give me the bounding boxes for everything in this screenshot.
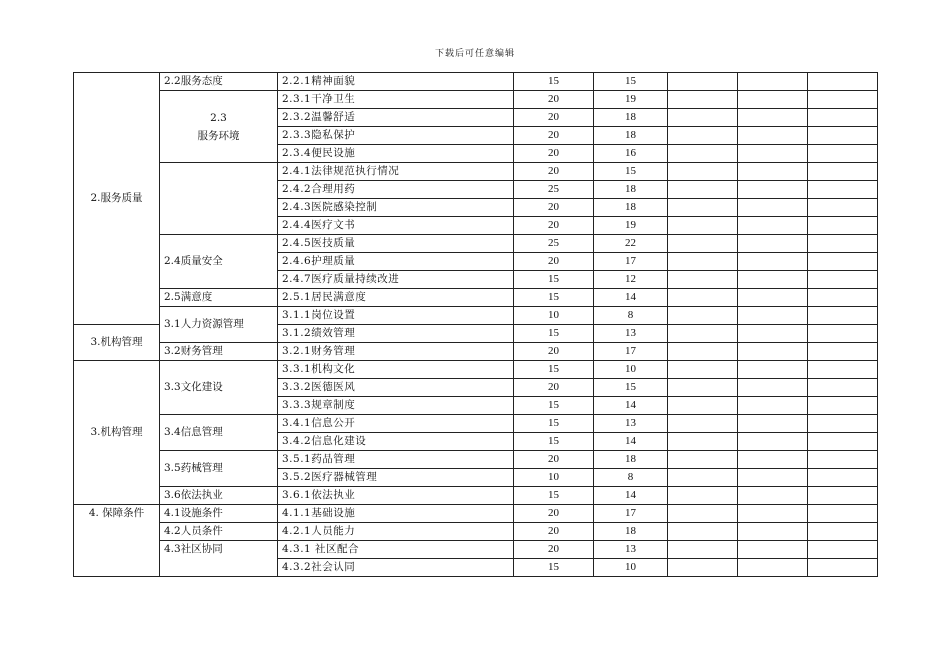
standard-score: 20 bbox=[514, 253, 594, 271]
empty-cell bbox=[808, 163, 878, 181]
empty-cell bbox=[808, 415, 878, 433]
empty-cell bbox=[738, 361, 808, 379]
actual-score: 14 bbox=[594, 487, 668, 505]
item-cell: 2.4.4医疗文书 bbox=[278, 217, 514, 235]
item-cell: 2.4.3医院感染控制 bbox=[278, 199, 514, 217]
standard-score: 20 bbox=[514, 343, 594, 361]
empty-cell bbox=[738, 379, 808, 397]
empty-cell bbox=[808, 469, 878, 487]
actual-score: 12 bbox=[594, 271, 668, 289]
item-cell: 3.5.2医疗器械管理 bbox=[278, 469, 514, 487]
category-org-management: 3.机构管理 bbox=[74, 325, 160, 361]
item-cell: 3.6.1依法执业 bbox=[278, 487, 514, 505]
empty-cell bbox=[808, 523, 878, 541]
table-row bbox=[74, 163, 878, 181]
table-row bbox=[74, 91, 878, 109]
empty-cell bbox=[738, 271, 808, 289]
subcategory-cell: 2.2服务态度 bbox=[160, 73, 278, 91]
standard-score: 20 bbox=[514, 217, 594, 235]
actual-score: 17 bbox=[594, 253, 668, 271]
empty-cell bbox=[668, 73, 738, 91]
standard-score: 25 bbox=[514, 235, 594, 253]
empty-cell bbox=[808, 451, 878, 469]
subcategory-cell: 3.1人力资源管理 bbox=[160, 307, 278, 343]
subcategory-cell: 3.4信息管理 bbox=[160, 415, 278, 451]
empty-cell bbox=[668, 199, 738, 217]
item-cell: 2.3.3隐私保护 bbox=[278, 127, 514, 145]
standard-score: 15 bbox=[514, 289, 594, 307]
actual-score: 13 bbox=[594, 541, 668, 559]
subcategory-cell: 4.2人员条件 bbox=[160, 523, 278, 541]
actual-score: 18 bbox=[594, 451, 668, 469]
empty-cell bbox=[668, 181, 738, 199]
empty-cell bbox=[668, 451, 738, 469]
empty-cell bbox=[738, 307, 808, 325]
empty-cell bbox=[668, 487, 738, 505]
table-row bbox=[74, 523, 878, 541]
empty-cell bbox=[738, 487, 808, 505]
empty-cell bbox=[808, 343, 878, 361]
item-cell: 2.3.4便民设施 bbox=[278, 145, 514, 163]
empty-cell bbox=[808, 487, 878, 505]
empty-cell bbox=[738, 181, 808, 199]
actual-score: 13 bbox=[594, 325, 668, 343]
standard-score: 25 bbox=[514, 181, 594, 199]
table-row bbox=[74, 541, 878, 559]
empty-cell bbox=[738, 541, 808, 559]
table-row bbox=[74, 307, 878, 325]
standard-score: 20 bbox=[514, 91, 594, 109]
subcategory-cell: 3.5药械管理 bbox=[160, 451, 278, 487]
standard-score: 15 bbox=[514, 73, 594, 91]
subcategory-number: 2.3 bbox=[210, 111, 227, 124]
item-cell: 2.5.1居民满意度 bbox=[278, 289, 514, 307]
actual-score: 22 bbox=[594, 235, 668, 253]
empty-cell bbox=[808, 307, 878, 325]
subcategory-cell: 2.5满意度 bbox=[160, 289, 278, 307]
empty-cell bbox=[668, 271, 738, 289]
empty-cell bbox=[808, 559, 878, 577]
empty-cell bbox=[808, 289, 878, 307]
standard-score: 15 bbox=[514, 325, 594, 343]
empty-cell bbox=[808, 217, 878, 235]
empty-cell bbox=[808, 541, 878, 559]
page-header-note: 下载后可任意编辑 bbox=[434, 49, 515, 59]
item-cell: 4.1.1基础设施 bbox=[278, 505, 514, 523]
standard-score: 15 bbox=[514, 559, 594, 577]
table-row bbox=[74, 235, 878, 253]
empty-cell bbox=[808, 505, 878, 523]
standard-score: 20 bbox=[514, 163, 594, 181]
standard-score: 20 bbox=[514, 109, 594, 127]
empty-cell bbox=[668, 541, 738, 559]
item-cell: 3.1.1岗位设置 bbox=[278, 307, 514, 325]
actual-score: 15 bbox=[594, 379, 668, 397]
actual-score: 13 bbox=[594, 415, 668, 433]
standard-score: 10 bbox=[514, 307, 594, 325]
empty-cell bbox=[668, 235, 738, 253]
actual-score: 18 bbox=[594, 181, 668, 199]
empty-cell bbox=[808, 73, 878, 91]
empty-cell bbox=[738, 253, 808, 271]
item-cell: 2.3.2温馨舒适 bbox=[278, 109, 514, 127]
table-row bbox=[74, 451, 878, 469]
actual-score: 19 bbox=[594, 91, 668, 109]
standard-score: 15 bbox=[514, 397, 594, 415]
standard-score: 10 bbox=[514, 469, 594, 487]
empty-cell bbox=[808, 433, 878, 451]
category-org-management-2: 3.机构管理 bbox=[74, 361, 160, 505]
standard-score: 20 bbox=[514, 199, 594, 217]
item-cell: 3.4.2信息化建设 bbox=[278, 433, 514, 451]
empty-cell bbox=[668, 145, 738, 163]
standard-score: 20 bbox=[514, 127, 594, 145]
empty-cell bbox=[808, 397, 878, 415]
actual-score: 10 bbox=[594, 361, 668, 379]
item-cell: 3.2.1财务管理 bbox=[278, 343, 514, 361]
actual-score: 18 bbox=[594, 523, 668, 541]
empty-cell bbox=[668, 469, 738, 487]
empty-cell bbox=[808, 181, 878, 199]
standard-score: 20 bbox=[514, 145, 594, 163]
empty-cell bbox=[738, 217, 808, 235]
actual-score: 19 bbox=[594, 217, 668, 235]
empty-cell bbox=[808, 145, 878, 163]
standard-score: 20 bbox=[514, 541, 594, 559]
empty-cell bbox=[738, 145, 808, 163]
table-row bbox=[74, 487, 878, 505]
empty-cell bbox=[668, 343, 738, 361]
empty-cell bbox=[668, 325, 738, 343]
item-cell: 2.2.1精神面貌 bbox=[278, 73, 514, 91]
category-support-conditions: 4. 保障条件 bbox=[74, 505, 160, 577]
item-cell: 2.3.1干净卫生 bbox=[278, 91, 514, 109]
empty-cell bbox=[808, 109, 878, 127]
empty-cell bbox=[808, 379, 878, 397]
standard-score: 15 bbox=[514, 271, 594, 289]
empty-cell bbox=[668, 217, 738, 235]
subcategory-cell: 2.4质量安全 bbox=[160, 235, 278, 289]
table-row bbox=[74, 73, 878, 91]
actual-score: 14 bbox=[594, 397, 668, 415]
empty-cell bbox=[738, 235, 808, 253]
standard-score: 15 bbox=[514, 415, 594, 433]
item-cell: 2.4.6护理质量 bbox=[278, 253, 514, 271]
empty-cell bbox=[738, 289, 808, 307]
empty-cell bbox=[738, 163, 808, 181]
actual-score: 8 bbox=[594, 469, 668, 487]
table-row bbox=[74, 343, 878, 361]
table-row bbox=[74, 505, 878, 523]
actual-score: 14 bbox=[594, 433, 668, 451]
item-cell: 2.4.5医技质量 bbox=[278, 235, 514, 253]
empty-cell bbox=[738, 505, 808, 523]
empty-cell bbox=[668, 127, 738, 145]
empty-cell bbox=[738, 127, 808, 145]
item-cell: 2.4.7医疗质量持续改进 bbox=[278, 271, 514, 289]
empty-cell bbox=[738, 559, 808, 577]
item-cell: 4.2.1人员能力 bbox=[278, 523, 514, 541]
actual-score: 18 bbox=[594, 109, 668, 127]
standard-score: 15 bbox=[514, 487, 594, 505]
item-cell: 3.3.1机构文化 bbox=[278, 361, 514, 379]
table-row bbox=[74, 289, 878, 307]
standard-score: 20 bbox=[514, 451, 594, 469]
table-row bbox=[74, 415, 878, 433]
empty-cell bbox=[808, 271, 878, 289]
empty-cell bbox=[738, 397, 808, 415]
empty-cell bbox=[668, 289, 738, 307]
actual-score: 15 bbox=[594, 73, 668, 91]
actual-score: 18 bbox=[594, 199, 668, 217]
item-cell: 2.4.1法律规范执行情况 bbox=[278, 163, 514, 181]
standard-score: 20 bbox=[514, 379, 594, 397]
empty-cell bbox=[668, 559, 738, 577]
empty-cell bbox=[668, 253, 738, 271]
empty-cell bbox=[808, 235, 878, 253]
actual-score: 8 bbox=[594, 307, 668, 325]
empty-cell bbox=[738, 325, 808, 343]
empty-cell bbox=[738, 109, 808, 127]
standard-score: 15 bbox=[514, 361, 594, 379]
empty-cell bbox=[808, 325, 878, 343]
standard-score: 20 bbox=[514, 505, 594, 523]
empty-cell bbox=[738, 415, 808, 433]
actual-score: 18 bbox=[594, 127, 668, 145]
item-cell: 3.5.1药品管理 bbox=[278, 451, 514, 469]
standard-score: 20 bbox=[514, 523, 594, 541]
empty-cell bbox=[668, 415, 738, 433]
subcategory-cell: 3.2财务管理 bbox=[160, 343, 278, 361]
empty-cell bbox=[738, 199, 808, 217]
subcategory-cell bbox=[160, 91, 278, 163]
empty-cell bbox=[738, 91, 808, 109]
empty-cell bbox=[808, 253, 878, 271]
item-cell: 4.3.1 社区配合 bbox=[278, 541, 514, 559]
subcategory-cell: 4.3社区协同 bbox=[160, 541, 278, 577]
actual-score: 14 bbox=[594, 289, 668, 307]
subcategory-cell: 3.6依法执业 bbox=[160, 487, 278, 505]
empty-cell bbox=[668, 361, 738, 379]
empty-cell bbox=[738, 73, 808, 91]
empty-cell bbox=[668, 433, 738, 451]
item-cell: 4.3.2社会认同 bbox=[278, 559, 514, 577]
standard-score: 15 bbox=[514, 433, 594, 451]
item-cell: 3.1.2绩效管理 bbox=[278, 325, 514, 343]
table-row bbox=[74, 361, 878, 379]
empty-cell bbox=[808, 91, 878, 109]
empty-cell bbox=[668, 91, 738, 109]
empty-cell bbox=[738, 469, 808, 487]
actual-score: 15 bbox=[594, 163, 668, 181]
empty-cell bbox=[668, 505, 738, 523]
evaluation-table bbox=[73, 72, 878, 577]
empty-cell bbox=[738, 523, 808, 541]
empty-cell bbox=[808, 127, 878, 145]
empty-cell bbox=[738, 433, 808, 451]
actual-score: 16 bbox=[594, 145, 668, 163]
empty-cell bbox=[668, 307, 738, 325]
actual-score: 17 bbox=[594, 343, 668, 361]
empty-cell bbox=[668, 397, 738, 415]
empty-cell bbox=[668, 163, 738, 181]
actual-score: 17 bbox=[594, 505, 668, 523]
subcategory-cell-empty bbox=[160, 163, 278, 235]
item-cell: 2.4.2合理用药 bbox=[278, 181, 514, 199]
actual-score: 10 bbox=[594, 559, 668, 577]
subcategory-cell: 3.3文化建设 bbox=[160, 361, 278, 415]
subcategory-label: 服务环境 bbox=[197, 129, 240, 142]
subcategory-cell: 4.1设施条件 bbox=[160, 505, 278, 523]
empty-cell bbox=[668, 523, 738, 541]
empty-cell bbox=[808, 361, 878, 379]
empty-cell bbox=[738, 343, 808, 361]
item-cell: 3.4.1信息公开 bbox=[278, 415, 514, 433]
empty-cell bbox=[808, 199, 878, 217]
empty-cell bbox=[668, 379, 738, 397]
item-cell: 3.3.3规章制度 bbox=[278, 397, 514, 415]
empty-cell bbox=[668, 109, 738, 127]
category-service-quality: 2.服务质量 bbox=[74, 73, 160, 325]
empty-cell bbox=[738, 451, 808, 469]
item-cell: 3.3.2医德医风 bbox=[278, 379, 514, 397]
